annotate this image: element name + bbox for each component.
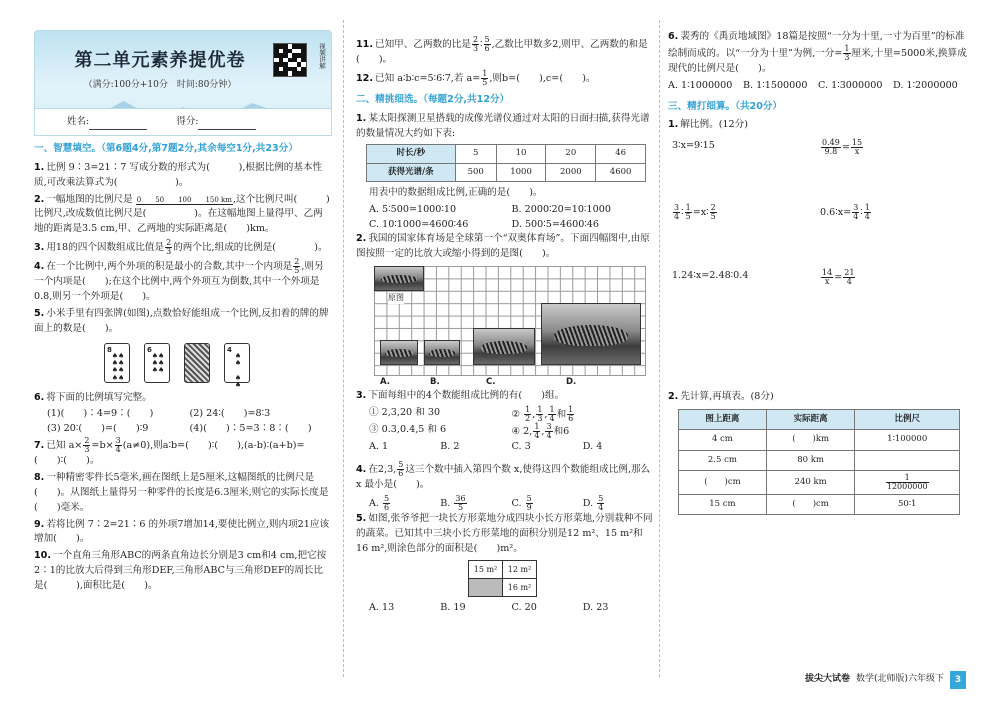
question-1-3: 3. 用18的四个因数组成比值是 $\frac{2}{3}$ 的两个比,组成的比例是( )。 bbox=[34, 238, 328, 257]
card: 8 ♠♠ ♠♠ ♠♠ ♠♠ bbox=[104, 343, 130, 383]
question-2-6-options: A. 1∶1000000 B. 1∶1500000 C. 1∶3000000 D. 1∶2000000 bbox=[668, 79, 958, 91]
question-1-6-items: (1)( )∶4=9∶( ) (2) 24∶( )=8∶3 (3) 20∶( )=( )∶9 (4)( )∶5=3∶8∶( ) bbox=[47, 408, 312, 435]
option-d[interactable]: D. 500∶5=4600∶46 bbox=[511, 218, 600, 230]
name-label: 姓名: bbox=[67, 116, 90, 127]
card-face-down bbox=[184, 343, 210, 383]
score-label: 得分: bbox=[176, 116, 199, 127]
option-c[interactable]: C. 10∶1000=4600∶46 bbox=[369, 218, 469, 230]
question-1-11: 11. 已知甲、乙两数的比是 $\frac{2}{3}$ ∶ $\frac{5}{6}$ ,乙数比甲数多2,则甲、乙两数的和是( )。 bbox=[356, 35, 648, 65]
question-2-4: 4. 在2,3, $\frac{5}{6}$ 这三个数中插入第四个数 x,使得这四个数能组成比例,那么 x 最小是( )。 bbox=[356, 459, 651, 490]
qr-code-icon[interactable] bbox=[273, 43, 307, 77]
card: 6 ♠♠ ♠♠ ♠♠ bbox=[144, 343, 170, 383]
original-photo bbox=[374, 266, 424, 291]
table-row: ( )cm 240 km $\frac{1}{12000000}$ bbox=[679, 470, 960, 494]
right-column bbox=[668, 30, 968, 515]
section-1-heading: 一、智慧填空。（第6题4分,第7题2分,其余每空1分,共23分） bbox=[34, 143, 298, 154]
question-1-9: 9. 若将比例 7∶2=21∶6 的外项7增加14,要使比例立,则内项21应该增加( )。 bbox=[34, 518, 330, 545]
table-row: 2.5 cm 80 km bbox=[679, 450, 960, 470]
name-score-row bbox=[35, 108, 331, 135]
question-1-1: 1. 比例 9∶3=21∶7 写成分数的形式为( ),根据比例的基本性质,可改乘法算式为( )。 bbox=[34, 161, 323, 188]
spectrum-table: 时长/秒 5 10 20 46 获得光谱/条 500 1000 2000 4600 bbox=[366, 144, 646, 181]
left-column bbox=[34, 30, 332, 596]
scale-table: 图上距离 实际距离 比例尺 4 cm ( )km 1∶100000 2.5 cm 80 km ( )cm 240 km $\frac{1}{12000000}$ 15 cm ( )cm 50∶1 bbox=[678, 409, 960, 515]
equation-5: 1.24∶x=2.48∶0.4 bbox=[672, 270, 749, 282]
page-title: 第二单元素养提优卷 bbox=[74, 50, 246, 71]
figure-labels: A. B. C. D. bbox=[380, 377, 577, 388]
question-1-5: 5. 小米手里有四张牌(如图),点数恰好能组成一个比例,反扣着的牌的牌面上的数是( )。 bbox=[34, 307, 329, 334]
question-2-5: 5. 如图,张爷爷把一块长方形菜地分成四块小长方形菜地,分别栽种不同的蔬菜。已知其中三块小长方形菜地的面积分别是12 m²、15 m²和16 m²,则涂色部分的面积是( )m²。 bbox=[356, 512, 653, 554]
question-2-3-items: ① 2,3,20 和 30 ② $\frac{1}{2}$ , $\frac{1}{3}$ , $\frac{1}{4}$ 和 $\frac{1}{6}$ bbox=[369, 405, 574, 424]
subject-label: 数学(北师版)六年级下 bbox=[855, 674, 944, 685]
photo-a bbox=[380, 340, 418, 365]
name-field[interactable] bbox=[89, 119, 147, 130]
question-2-4-options: A. $\frac{5}{6}$ B. $\frac{36}{5}$ C. $\frac{5}{9}$ D. $\frac{5}{4}$ bbox=[369, 493, 604, 512]
question-1-7: 7. 已知 a× $\frac{2}{3}$ =b× $\frac{3}{4}$ (a≠0),则a∶b=( )∶( ),(a-b)∶(a+b)=( )∶( )。 bbox=[34, 436, 305, 467]
equation-6: $\frac{14}{x}$ = $\frac{21}{4}$ bbox=[822, 268, 855, 287]
part-2-heading: 2. 先计算,再填表。(8分) bbox=[668, 391, 774, 403]
question-1-4: 4. 在一个比例中,两个外项的积是最小的合数,其中一个内项是 $\frac{2}{5}$ ,则另一个内项是( );在这个比例中,两个外项互为倒数,其中一个外项是0.8,则另一个外项是( )。 bbox=[34, 257, 324, 303]
proportion-row-1 bbox=[668, 139, 968, 156]
exam-meta: （满分:100分+10分 时间:80分钟） bbox=[83, 80, 237, 90]
qr-label: 视频讲解 bbox=[318, 43, 326, 69]
equation-3: $\frac{3}{4}$ ∶ $\frac{1}{5}$ =x∶ $\frac{2}{5}$ bbox=[674, 203, 716, 222]
photo-c bbox=[473, 328, 535, 365]
table-row: 15 cm ( )cm 50∶1 bbox=[679, 494, 960, 514]
line-scale: 0 50 100 150 km bbox=[136, 195, 232, 204]
brand-name: 拔尖大试卷 bbox=[804, 674, 850, 685]
column-divider bbox=[659, 20, 660, 677]
question-1-6: 6. 将下面的比例填写完整。 bbox=[34, 391, 152, 403]
page-footer bbox=[805, 671, 966, 689]
question-2-1: 1. 某太阳探测卫星搭载的成像光谱仪通过对太阳的日面扫描,获得光谱的数量情况大约如下表: bbox=[356, 112, 650, 139]
option-a[interactable]: A. 5∶500=1000∶10 bbox=[369, 203, 457, 215]
question-2-3: 3. 下面每组中的4个数能组成比例的有( )组。 bbox=[356, 390, 565, 402]
card: 4 ♠ ♠ ♠ ♠ bbox=[224, 343, 250, 383]
middle-column: 11. 已知甲、乙两数的比是 $\frac{2}{3}$ ∶ $\frac{5}{6}$ ,乙数比甲数多2,则甲、乙两数的和是( )。 12. 已知 a∶b∶c=5∶6∶7,若 a= $\frac{1}{5}$ ,则b=( ),c=( )。 二、精挑细选。（每题2分,共12分） 1. 某太阳探测卫星搭载的成像光谱仪通过对太阳的日面扫描,获得光谱的数量情况大约如下表: 时长/秒 5 10 20 46 获得光谱/条 500 1000 2000 4600 用表中的数据组成比例,正确的是( )。 A. 5∶500=1000∶10 B. 2000∶20=10∶1000 C. 10∶1000=4600∶46 D. 500∶5=4600∶46 2. 我国的国家体育场是全球第一个“双奥体育场”。下面四幅图中,由原图按照一定的比放大或缩小得到的是图( )。 原图 A. B. C. D. 3. 下面每组中的4个数能组成比例的有( )组。 ① 2,3,20 和 30 ② $\frac{1}{2}$ , $\frac{1}{3}$ , $\frac{1}{4}$ 和 $\frac{1}{6}$ ③ 0.3,0.4,5 和 6 ④ 2, $\frac{1}{4}$ , $\frac{3}{4}$ 和6 A. 1 B. 2 C. 3 D. 4 4. 在2,3, $\frac{5}{6}$ 这三个数中插入第四个数 x,使得这四个数能组成比例,那么 x 最小是( )。 A. $\frac{5}{6}$ B. $\frac{36}{5}$ C. $\frac{5}{9}$ D. $\frac{5}{4}$ 5. 如图,张爷爷把一块长方形菜地分成四块小长方形菜地,分别栽种不同的蔬菜。已知其中三块小长方形菜地的面积分别是12 m²、15 m²和16 m²,则涂色部分的面积是( )m²。 15 m² 12 m² 16 m² A. 13 B. 19 C. 20 D. 23 bbox=[356, 36, 654, 616]
question-1-8: 8. 一种精密零件长5毫米,画在图纸上是5厘米,这幅图纸的比例尺是( )。从图纸上量得另一种零件的长度是6.3厘米,则它的实际长度是( )毫米。 bbox=[34, 472, 329, 513]
column-divider bbox=[343, 20, 344, 677]
score-field[interactable] bbox=[198, 119, 256, 130]
question-2-1-options bbox=[356, 203, 654, 218]
question-1-12: 12. 已知 a∶b∶c=5∶6∶7,若 a= $\frac{1}{5}$ ,则b=( ),c=( )。 bbox=[356, 68, 596, 87]
equation-4: 0.6∶x= $\frac{3}{4}$ ∶ $\frac{1}{4}$ bbox=[820, 203, 870, 222]
question-1-10: 10. 一个直角三角形ABC的两条直角边长分别是3 cm和4 cm,把它按2∶1的比放大后得到三角形DEF,三角形ABC与三角形DEF的周长比是( ),面积比是( )。 bbox=[34, 550, 327, 592]
exam-header bbox=[34, 30, 332, 136]
question-2-5-options: A. 13 B. 19 C. 20 D. 23 bbox=[369, 602, 609, 614]
part-1-heading: 1. 解比例。(12分) bbox=[668, 119, 748, 131]
stadium-grid-figure bbox=[374, 266, 646, 376]
page-number: 3 bbox=[950, 671, 966, 689]
question-2-6: 6. 裴秀的《禹贡地域图》18篇是按照“一分为十里,一寸为百里”的标准绘制而成的。以“一分为十里”为例,一分= $\frac{1}{3}$ 厘米,十里=5000米,换算成现代的比例尺是( )。 bbox=[668, 31, 967, 74]
photo-b bbox=[424, 340, 460, 365]
table-row: 4 cm ( )km 1∶100000 bbox=[679, 430, 960, 450]
equation-1: 3∶x=9∶15 bbox=[672, 140, 715, 152]
proportion-row-2 bbox=[668, 204, 968, 221]
option-b[interactable]: B. 2000∶20=10∶1000 bbox=[511, 203, 611, 215]
question-2-2: 2. 我国的国家体育场是全球第一个“双奥体育场”。下面四幅图中,由原图按照一定的比放大或缩小得到的是图( )。 bbox=[356, 233, 650, 260]
section-3-heading: 三、精打细算。（共20分） bbox=[668, 100, 783, 112]
playing-cards bbox=[104, 343, 332, 389]
question-1-2: 2. 一幅地图的比例尺是 0 50 100 150 km,这个比例尺叫( )比例尺,改成数值比例尺是( )。在这幅地图上量得甲、乙两地的距离是3.5 cm,甲、乙两地的实际距离是( )km。 bbox=[34, 193, 330, 235]
question-2-1-prompt: 用表中的数据组成比例,正确的是( )。 bbox=[369, 186, 543, 198]
shaded-plot bbox=[469, 579, 503, 597]
original-label: 原图 bbox=[388, 292, 404, 304]
question-2-3-options: A. 1 B. 2 C. 3 D. 4 bbox=[369, 441, 603, 453]
equation-2: $\frac{0.49}{9.8}$ = $\frac{15}{x}$ bbox=[822, 138, 863, 157]
photo-d bbox=[541, 303, 641, 365]
garden-plot-figure: 15 m² 12 m² 16 m² bbox=[468, 560, 537, 597]
proportion-row-3 bbox=[668, 269, 968, 286]
section-2-heading: 二、精挑细选。（每题2分,共12分） bbox=[356, 93, 510, 105]
